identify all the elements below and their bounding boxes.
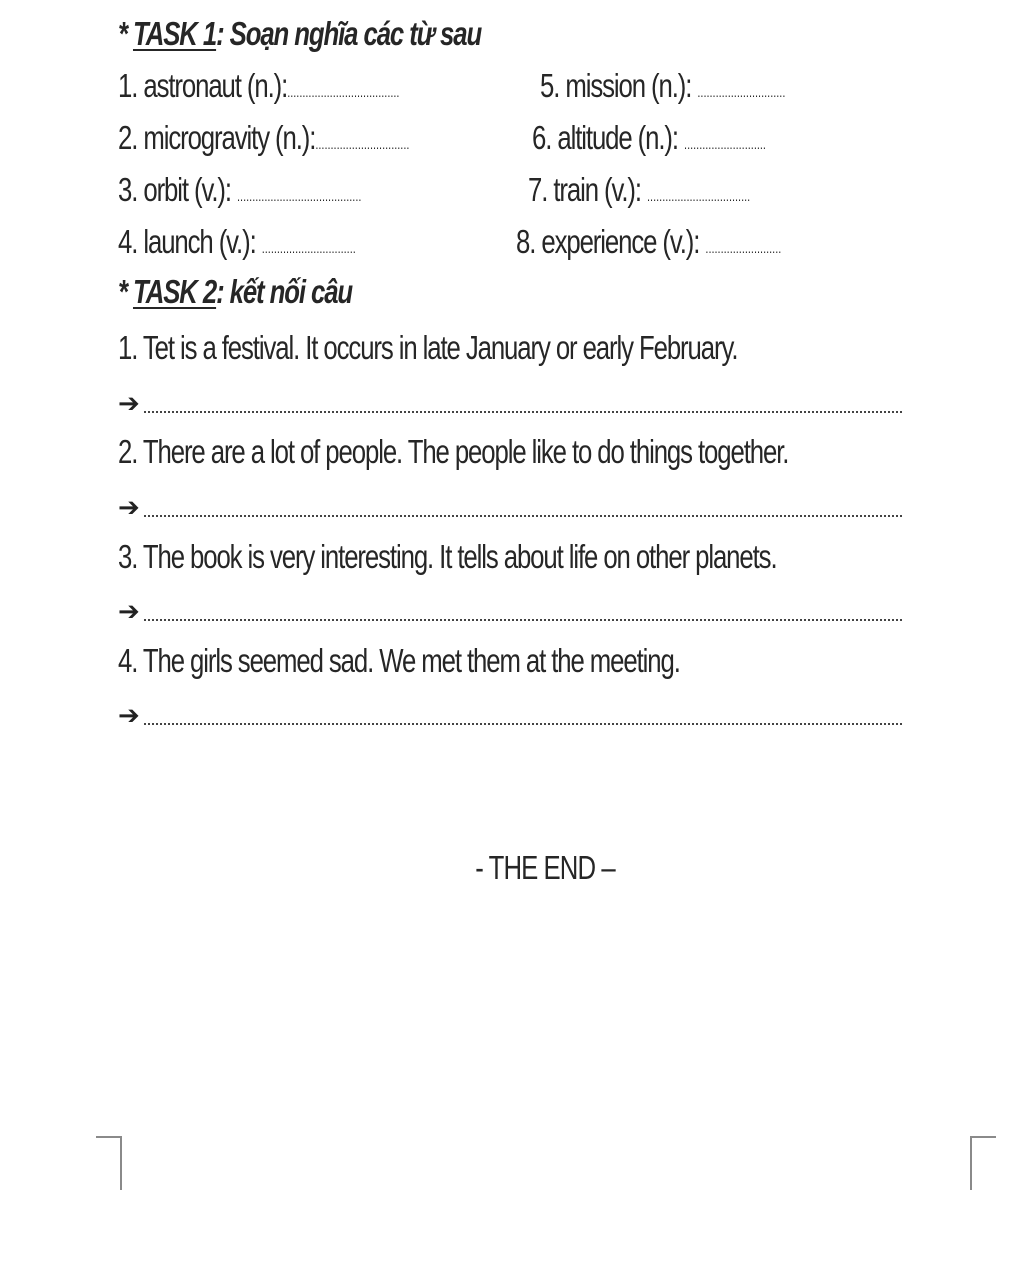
arrow-icon: ➔ [118,700,140,730]
vocab-item-5 [540,66,785,112]
vocab-item-2 [118,118,409,164]
vocab-term: 1. astronaut (n.): [118,67,288,104]
task1-label: TASK 1 [132,15,217,52]
task1-instruction: : Soạn nghĩa các từ sau [216,15,482,52]
task1-star: * [118,15,133,52]
sentence-1: 1. Tet is a festival. It occurs in late January or early February. [118,329,738,366]
blank-line: ..................................... [287,84,400,100]
answer-line-1 [118,386,902,416]
the-end-text: - THE END – [475,849,615,886]
sentence-2: 2. There are a lot of people. The people like to do things together. [118,433,789,470]
answer-line-3 [118,594,902,624]
arrow-icon: ➔ [118,388,140,418]
arrow-icon: ➔ [118,492,140,522]
vocab-term: 2. microgravity (n.): [118,119,316,156]
blank-line: ......................... [705,240,782,256]
blank-line: ........................... [684,136,766,152]
vocab-term: 6. altitude (n.): [532,119,685,156]
crop-mark-right [970,1136,996,1190]
answer-blank [144,723,902,725]
answer-line-4 [118,698,902,728]
blank-line: ............................... [315,136,410,152]
vocab-term: 5. mission (n.): [540,67,698,104]
answer-blank [144,515,902,517]
sentence-4: 4. The girls seemed sad. We met them at the meeting. [118,642,680,679]
answer-blank [144,411,902,413]
task2-instruction: : kết nối câu [216,273,353,310]
task2-heading [118,272,352,312]
task2-label: TASK 2 [132,273,217,310]
vocab-term: 3. orbit (v.): [118,171,238,208]
blank-line: .................................. [647,188,751,204]
blank-line: ......................................... [237,188,362,204]
vocab-item-1 [118,66,399,112]
vocab-item-3 [118,170,361,216]
vocab-term: 4. launch (v.): [118,223,262,260]
sentence-3: 3. The book is very interesting. It tells about life on other planets. [118,538,777,575]
vocab-item-6 [532,118,766,164]
arrow-icon: ➔ [118,596,140,626]
blank-line: ............................... [261,240,356,256]
answer-line-2 [118,490,902,520]
vocab-term: 7. train (v.): [528,171,648,208]
blank-line: ............................. [697,84,786,100]
vocab-term: 8. experience (v.): [516,223,706,260]
vocab-item-4 [118,222,356,268]
answer-blank [144,619,902,621]
task1-heading [118,14,481,54]
vocab-item-7 [528,170,750,216]
task2-star: * [118,273,133,310]
crop-mark-left [96,1136,122,1190]
vocab-item-8 [516,222,781,268]
